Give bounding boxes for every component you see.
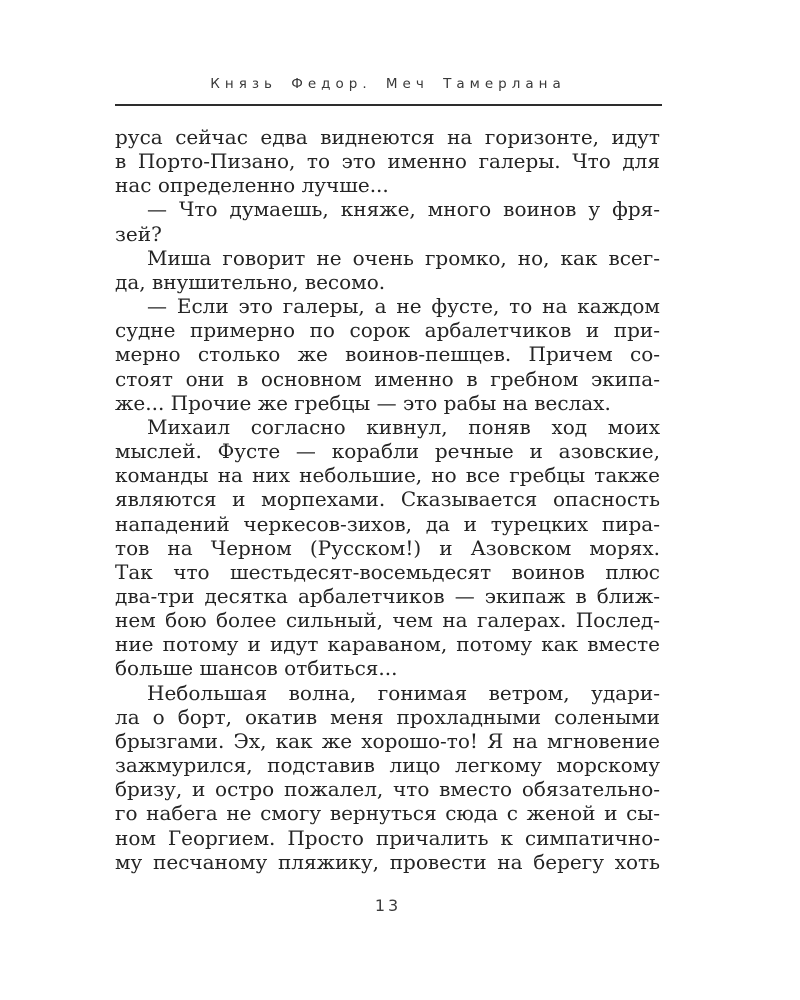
text-line: же... Прочие же гребцы — это рабы на веслах. [115, 390, 611, 415]
page-footer [115, 896, 661, 915]
running-header-title: Князь Федор. Меч Тамерлана [210, 76, 566, 92]
text-line: го набега не смогу вернуться сюда с женой и сы- [115, 801, 660, 826]
text-line: нападений черкесов-зихов, да и турецких пира- [115, 511, 660, 536]
text-line: зажмурился, подставив лицо легкому морскому [115, 753, 660, 778]
text-line: ла о борт, окатив меня прохладными солеными [115, 704, 660, 729]
text-line: тов на Черном (Русском!) и Азовском морях. [115, 535, 660, 560]
text-line: — Что думаешь, княже, много воинов у фря- [147, 197, 660, 222]
header-rule [115, 104, 662, 106]
text-line: Так что шестьдесят-восемьдесят воинов плюс [115, 559, 660, 584]
text-line: судне примерно по сорок арбалетчиков и при- [115, 318, 660, 343]
text-line: больше шансов отбиться... [115, 656, 398, 681]
text-line: Небольшая волна, гонимая ветром, удари- [147, 680, 660, 705]
text-line: да, внушительно, весомо. [115, 269, 386, 294]
text-line: мерно столько же воинов-пешцев. Причем со- [115, 342, 660, 367]
text-line: являются и морпехами. Сказывается опасность [115, 487, 660, 512]
text-line: Михаил согласно кивнул, поняв ход моих [147, 414, 660, 439]
text-line: мыслей. Фусте — корабли речные и азовские, [115, 439, 660, 464]
text-line: — Если это галеры, а не фусте, то на каждом [147, 294, 660, 319]
body-text [115, 125, 660, 874]
text-line: в Порто-Пизано, то это именно галеры. Что для [115, 149, 660, 174]
text-line: нас определенно лучше... [115, 173, 389, 198]
text-line: два-три десятка арбалетчиков — экипаж в ближ- [115, 583, 660, 608]
text-line: ном Георгием. Просто причалить к симпатично- [115, 825, 660, 850]
text-line: брызгами. Эх, как же хорошо-то! Я на мгновение [115, 728, 660, 753]
text-line: команды на них небольшие, но все гребцы также [115, 463, 660, 488]
text-line: бризу, и остро пожалел, что вместо обязательно- [115, 777, 660, 802]
text-line: Миша говорит не очень громко, но, как всег- [147, 245, 660, 270]
text-line: стоят они в основном именно в гребном экипа- [115, 366, 660, 391]
text-line: му песчаному пляжику, провести на берегу хоть [115, 849, 660, 874]
text-line: зей? [115, 221, 162, 246]
page-number: 13 [374, 896, 402, 915]
text-line: нем бою более сильный, чем на галерах. Послед- [115, 608, 660, 633]
text-line: ние потому и идут караваном, потому как вместе [115, 632, 660, 657]
text-line: руса сейчас едва виднеются на горизонте, идут [115, 125, 660, 149]
